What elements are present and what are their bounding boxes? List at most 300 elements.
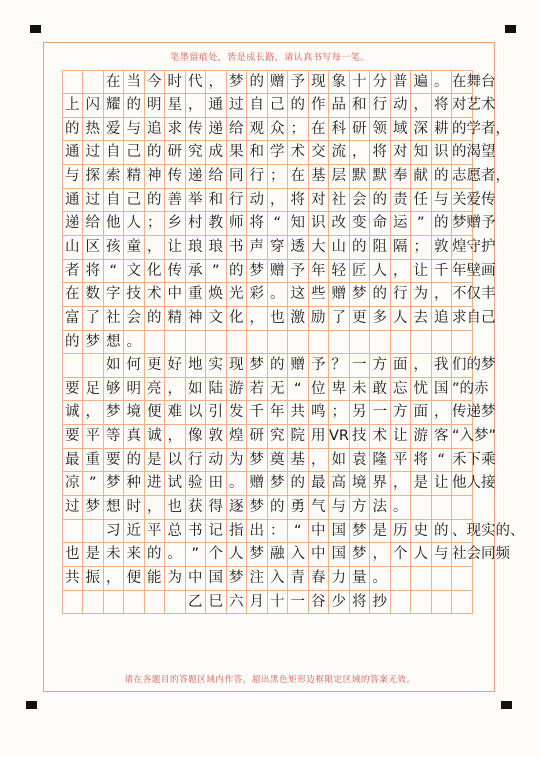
- grid-cell: [62, 70, 84, 95]
- grid-cell: 种: [123, 471, 145, 496]
- grid-cell: 平: [390, 448, 412, 473]
- grid-cell: 国: [431, 377, 453, 402]
- grid-cell: 明: [144, 93, 166, 118]
- grid-cell: 的: [369, 188, 391, 213]
- grid-cell: 改: [328, 211, 350, 236]
- grid-cell: 奉: [390, 164, 412, 189]
- grid-cell: 我: [431, 353, 453, 378]
- grid-cell: ；: [328, 400, 350, 425]
- grid-cell: 乡: [164, 211, 186, 236]
- grid-cell: [390, 330, 412, 355]
- grid-cell: 社: [103, 306, 125, 331]
- grid-cell: 够: [103, 377, 125, 402]
- grid-cell: 梦: [246, 259, 268, 284]
- grid-cell: 鸣: [308, 400, 330, 425]
- grid-cell: 试: [164, 471, 186, 496]
- grid-cell: 人: [123, 211, 145, 236]
- grid-cell: 记: [205, 519, 227, 544]
- grid-cell: 行: [369, 93, 391, 118]
- grid-cell: 任: [410, 188, 432, 213]
- grid-cell: 方: [390, 400, 412, 425]
- grid-cell: 领: [369, 117, 391, 142]
- grid-cell: 无: [267, 377, 289, 402]
- grid-cell: 隆: [369, 448, 391, 473]
- grid-cell: 探: [82, 164, 104, 189]
- grid-cell: 敦: [205, 424, 227, 449]
- grid-cell: 追: [431, 306, 453, 331]
- grid-cell: 将: [410, 448, 432, 473]
- grid-cell: 想: [103, 495, 125, 520]
- grid-cell: 六: [226, 590, 248, 615]
- grid-cell: “入梦”: [451, 424, 473, 449]
- grid-cell: 索: [103, 164, 125, 189]
- grid-cell: 与: [123, 117, 145, 142]
- grid-cell: [267, 330, 289, 355]
- grid-cell: 文: [123, 259, 145, 284]
- grid-cell: ，: [431, 400, 453, 425]
- grid-cell: 一: [287, 590, 309, 615]
- grid-cell: 给: [205, 164, 227, 189]
- grid-cell: ？: [328, 353, 350, 378]
- grid-cell: 月: [246, 590, 268, 615]
- grid-cell: 励: [308, 306, 330, 331]
- grid-cell: 力: [328, 566, 350, 591]
- grid-cell: 能: [144, 566, 166, 591]
- grid-cell: 社会同频: [451, 542, 473, 567]
- grid-cell: 气: [308, 495, 330, 520]
- grid-cell: 是: [82, 542, 104, 567]
- grid-cell: 中: [308, 542, 330, 567]
- grid-cell: 精: [123, 164, 145, 189]
- grid-cell: 人: [410, 542, 432, 567]
- grid-cell: 忘: [390, 377, 412, 402]
- grid-cell: 、现实的、: [451, 519, 473, 544]
- grid-cell: 上: [62, 93, 84, 118]
- grid-cell: 平: [144, 519, 166, 544]
- grid-cell: 观: [246, 117, 268, 142]
- grid-cell: 袁: [349, 448, 371, 473]
- grid-cell: 共: [62, 566, 84, 591]
- grid-cell: 煌: [226, 424, 248, 449]
- grid-cell: 的: [431, 519, 453, 544]
- grid-cell: 当: [123, 70, 145, 95]
- grid-cell: 代: [185, 70, 207, 95]
- grid-cell: 用: [308, 424, 330, 449]
- grid-cell: 梦: [349, 542, 371, 567]
- grid-cell: 师: [226, 211, 248, 236]
- grid-cell: 让: [410, 259, 432, 284]
- grid-cell: [451, 495, 473, 520]
- grid-cell: “: [287, 519, 309, 544]
- grid-cell: [308, 330, 330, 355]
- grid-cell: 的: [431, 164, 453, 189]
- grid-cell: ，: [431, 282, 453, 307]
- grid-cell: ，: [82, 400, 104, 425]
- grid-cell: 通: [205, 93, 227, 118]
- grid-cell: 默: [369, 164, 391, 189]
- grid-cell: 将: [369, 140, 391, 165]
- grid-cell: ”: [205, 259, 227, 284]
- grid-cell: 时: [123, 495, 145, 520]
- essay-grid: [62, 70, 525, 614]
- grid-cell: 青: [287, 566, 309, 591]
- grid-cell: 梦: [226, 566, 248, 591]
- grid-cell: ：: [267, 519, 289, 544]
- grid-cell: 奠: [267, 448, 289, 473]
- grid-cell: 的学者，: [451, 117, 473, 142]
- grid-cell: 禾下乘: [451, 448, 473, 473]
- grid-cell: 。: [431, 70, 453, 95]
- grid-cell: 教: [205, 211, 227, 236]
- grid-cell: 现: [226, 353, 248, 378]
- grid-cell: 界: [369, 471, 391, 496]
- grid-cell: [185, 330, 207, 355]
- grid-cell: 的: [431, 211, 453, 236]
- grid-cell: 流: [328, 140, 350, 165]
- grid-cell: 中: [185, 566, 207, 591]
- grid-cell: 遍: [410, 70, 432, 95]
- grid-cell: 的渴望: [451, 140, 473, 165]
- grid-cell: 梦: [226, 70, 248, 95]
- grid-cell: 的: [144, 188, 166, 213]
- grid-cell: 如: [328, 448, 350, 473]
- grid-cell: 春: [308, 566, 330, 591]
- grid-cell: 的: [62, 117, 84, 142]
- grid-cell: 引: [205, 400, 227, 425]
- grid-cell: 发: [226, 400, 248, 425]
- grid-cell: 文: [205, 306, 227, 331]
- grid-cell: 分: [369, 70, 391, 95]
- grid-cell: 方: [369, 353, 391, 378]
- grid-cell: 域: [390, 117, 412, 142]
- grid-cell: 也: [267, 306, 289, 331]
- grid-cell: 在: [62, 282, 84, 307]
- grid-cell: 举: [185, 188, 207, 213]
- grid-cell: 敢: [369, 377, 391, 402]
- grid-cell: 在舞台: [451, 70, 473, 95]
- grid-cell: 是: [369, 519, 391, 544]
- grid-cell: ，: [164, 424, 186, 449]
- grid-cell: 和: [205, 188, 227, 213]
- grid-cell: 技: [123, 282, 145, 307]
- grid-cell: 科: [328, 117, 350, 142]
- grid-cell: 习: [103, 519, 125, 544]
- grid-cell: 己: [123, 188, 145, 213]
- grid-cell: 知: [410, 140, 432, 165]
- grid-cell: ，: [144, 495, 166, 520]
- grid-cell: ，: [410, 353, 432, 378]
- grid-cell: [390, 566, 412, 591]
- grid-cell: 另: [349, 400, 371, 425]
- grid-cell: 抄: [369, 590, 391, 615]
- grid-cell: 实: [205, 353, 227, 378]
- grid-cell: 未: [103, 542, 125, 567]
- grid-cell: 自: [246, 93, 268, 118]
- grid-cell: 历: [390, 519, 412, 544]
- grid-cell: [226, 330, 248, 355]
- grid-cell: 的: [267, 353, 289, 378]
- grid-cell: [431, 590, 453, 615]
- grid-cell: 进: [144, 471, 166, 496]
- grid-cell: 运: [390, 211, 412, 236]
- grid-cell: 神: [144, 164, 166, 189]
- grid-cell: [123, 590, 145, 615]
- grid-cell: 富: [62, 306, 84, 331]
- grid-cell: 动: [205, 448, 227, 473]
- grid-cell: 传: [185, 117, 207, 142]
- grid-cell: [410, 566, 432, 591]
- grid-cell: [144, 330, 166, 355]
- grid-cell: 融: [267, 542, 289, 567]
- grid-cell: 方: [349, 495, 371, 520]
- grid-cell: ，: [390, 259, 412, 284]
- grid-cell: 诚: [62, 400, 84, 425]
- grid-cell: 最: [308, 471, 330, 496]
- grid-cell: 是: [144, 448, 166, 473]
- grid-cell: 区: [82, 235, 104, 260]
- grid-cell: [82, 70, 104, 95]
- grid-cell: 赠: [287, 353, 309, 378]
- grid-cell: 巳: [205, 590, 227, 615]
- grid-cell: 让: [390, 424, 412, 449]
- grid-cell: 梦: [82, 495, 104, 520]
- grid-cell: 会: [123, 306, 145, 331]
- grid-cell: ，: [267, 188, 289, 213]
- grid-cell: 以: [185, 400, 207, 425]
- grid-cell: ，: [308, 448, 330, 473]
- grid-cell: 的: [287, 471, 309, 496]
- grid-cell: 梦: [82, 330, 104, 355]
- grid-cell: 自: [103, 188, 125, 213]
- grid-cell: 梦: [103, 471, 125, 496]
- grid-cell: 如: [185, 377, 207, 402]
- grid-cell: 。: [369, 566, 391, 591]
- grid-cell: 孩: [103, 235, 125, 260]
- grid-cell: 了: [328, 306, 350, 331]
- grid-cell: 游: [226, 377, 248, 402]
- grid-cell: 和: [246, 140, 268, 165]
- grid-cell: ，: [410, 93, 432, 118]
- grid-cell: 。: [390, 495, 412, 520]
- grid-cell: 承: [185, 259, 207, 284]
- grid-cell: 星: [164, 93, 186, 118]
- grid-cell: 注: [246, 566, 268, 591]
- grid-cell: 为: [410, 282, 432, 307]
- grid-cell: 耕: [431, 117, 453, 142]
- grid-cell: [410, 495, 432, 520]
- grid-cell: 术: [287, 140, 309, 165]
- grid-cell: [164, 590, 186, 615]
- grid-cell: 将: [349, 590, 371, 615]
- alignment-mark-top-right: [505, 25, 516, 33]
- grid-cell: 琅: [205, 235, 227, 260]
- grid-cell: 面: [390, 353, 412, 378]
- grid-cell: 要: [62, 424, 84, 449]
- grid-cell: ”: [82, 471, 104, 496]
- grid-cell: 如: [103, 353, 125, 378]
- grid-cell: 研: [164, 140, 186, 165]
- grid-cell: 将: [246, 211, 268, 236]
- grid-cell: 递: [205, 117, 227, 142]
- grid-cell: 对: [308, 188, 330, 213]
- grid-cell: 爱: [103, 117, 125, 142]
- grid-cell: 村: [185, 211, 207, 236]
- grid-cell: 些: [308, 282, 330, 307]
- grid-cell: 术: [144, 282, 166, 307]
- grid-cell: 识: [431, 140, 453, 165]
- grid-cell: 去: [410, 306, 432, 331]
- grid-cell: 何: [123, 353, 145, 378]
- grid-cell: 境: [349, 471, 371, 496]
- grid-cell: 通: [62, 140, 84, 165]
- grid-cell: 让: [164, 235, 186, 260]
- grid-cell: 匠: [349, 259, 371, 284]
- grid-cell: 技: [349, 424, 371, 449]
- grid-cell: 高: [328, 471, 350, 496]
- grid-cell: 者: [62, 259, 84, 284]
- grid-cell: 研: [349, 117, 371, 142]
- grid-cell: 命: [369, 211, 391, 236]
- grid-cell: [82, 519, 104, 544]
- grid-cell: 自: [103, 140, 125, 165]
- grid-cell: 与: [431, 542, 453, 567]
- grid-cell: 重: [82, 448, 104, 473]
- grid-cell: 传: [164, 259, 186, 284]
- grid-cell: 现: [308, 70, 330, 95]
- grid-cell: 会: [349, 188, 371, 213]
- grid-cell: 神: [185, 306, 207, 331]
- grid-cell: 一: [349, 353, 371, 378]
- grid-cell: 传: [164, 164, 186, 189]
- grid-cell: 在: [308, 117, 330, 142]
- grid-cell: 今: [144, 70, 166, 95]
- grid-cell: 交: [308, 140, 330, 165]
- grid-cell: 传递梦: [451, 400, 473, 425]
- grid-cell: 的: [226, 259, 248, 284]
- grid-cell: 求自己: [451, 306, 473, 331]
- grid-cell: 要: [103, 448, 125, 473]
- grid-cell: 梦: [246, 495, 268, 520]
- grid-cell: 个: [205, 542, 227, 567]
- grid-cell: 赠: [267, 259, 289, 284]
- grid-cell: [390, 590, 412, 615]
- grid-cell: 入: [267, 566, 289, 591]
- grid-cell: 彩: [246, 282, 268, 307]
- grid-cell: 梦: [246, 353, 268, 378]
- grid-cell: 众: [267, 117, 289, 142]
- grid-cell: 共: [287, 400, 309, 425]
- grid-cell: [62, 590, 84, 615]
- grid-cell: 品: [328, 93, 350, 118]
- grid-cell: 基: [308, 164, 330, 189]
- grid-cell: 的: [144, 542, 166, 567]
- grid-cell: [349, 330, 371, 355]
- grid-cell: 透: [287, 235, 309, 260]
- grid-cell: 大: [308, 235, 330, 260]
- grid-cell: 史: [410, 519, 432, 544]
- grid-cell: 客: [431, 424, 453, 449]
- grid-cell: 近: [123, 519, 145, 544]
- grid-cell: 少: [328, 590, 350, 615]
- grid-cell: 年: [308, 259, 330, 284]
- grid-cell: ；: [144, 211, 166, 236]
- grid-cell: 献: [410, 164, 432, 189]
- grid-cell: 基: [287, 448, 309, 473]
- grid-cell: 千: [431, 259, 453, 284]
- grid-cell: [451, 330, 473, 355]
- grid-cell: 赠: [246, 471, 268, 496]
- grid-cell: 对: [390, 140, 412, 165]
- grid-cell: 重: [185, 282, 207, 307]
- alignment-mark-top-left: [30, 25, 41, 33]
- grid-cell: 他: [103, 211, 125, 236]
- grid-cell: 梦: [267, 471, 289, 496]
- grid-cell: [431, 566, 453, 591]
- grid-cell: 年: [267, 400, 289, 425]
- grid-cell: 这: [287, 282, 309, 307]
- grid-cell: 游: [410, 424, 432, 449]
- grid-cell: 平: [82, 424, 104, 449]
- grid-cell: 轻: [328, 259, 350, 284]
- grid-cell: 热: [82, 117, 104, 142]
- grid-cell: 行: [185, 448, 207, 473]
- grid-cell: 难: [164, 400, 186, 425]
- grid-cell: ，: [390, 471, 412, 496]
- grid-cell: 将: [82, 259, 104, 284]
- grid-cell: ，: [164, 377, 186, 402]
- grid-cell: 的: [144, 140, 166, 165]
- grid-cell: 求: [164, 117, 186, 142]
- grid-cell: 识: [308, 211, 330, 236]
- grid-cell: 和: [349, 93, 371, 118]
- grid-cell: 激: [287, 306, 309, 331]
- grid-cell: 与: [431, 188, 453, 213]
- grid-cell: 人: [390, 306, 412, 331]
- grid-cell: 梦: [246, 448, 268, 473]
- grid-cell: 是: [410, 471, 432, 496]
- grid-cell: 通: [62, 188, 84, 213]
- grid-cell: 年壁画: [451, 259, 473, 284]
- grid-cell: 像: [185, 424, 207, 449]
- grid-cell: 想: [103, 330, 125, 355]
- grid-cell: [431, 330, 453, 355]
- grid-cell: 梦: [349, 282, 371, 307]
- grid-cell: 过: [82, 140, 104, 165]
- grid-cell: 便: [144, 400, 166, 425]
- grid-cell: 最: [62, 448, 84, 473]
- bottom-notice: 请在各题目的答题区域内作答，超出黑色矩形边框限定区域的答案无效。: [124, 675, 416, 685]
- grid-cell: 与: [328, 495, 350, 520]
- grid-cell: 得: [205, 495, 227, 520]
- grid-cell: 在: [287, 164, 309, 189]
- grid-cell: 便: [123, 566, 145, 591]
- grid-cell: 的: [144, 306, 166, 331]
- grid-cell: 山: [328, 235, 350, 260]
- grid-cell: [410, 590, 432, 615]
- grid-cell: 好: [164, 353, 186, 378]
- grid-cell: 己: [267, 93, 289, 118]
- grid-cell: 境: [123, 400, 145, 425]
- grid-cell: 普: [390, 70, 412, 95]
- grid-cell: ，: [103, 566, 125, 591]
- grid-cell: 研: [246, 424, 268, 449]
- grid-cell: 将: [431, 93, 453, 118]
- grid-cell: 精: [164, 306, 186, 331]
- grid-cell: 国: [328, 519, 350, 544]
- grid-cell: 逐: [226, 495, 248, 520]
- grid-cell: 过: [226, 93, 248, 118]
- grid-cell: 对艺术: [451, 93, 473, 118]
